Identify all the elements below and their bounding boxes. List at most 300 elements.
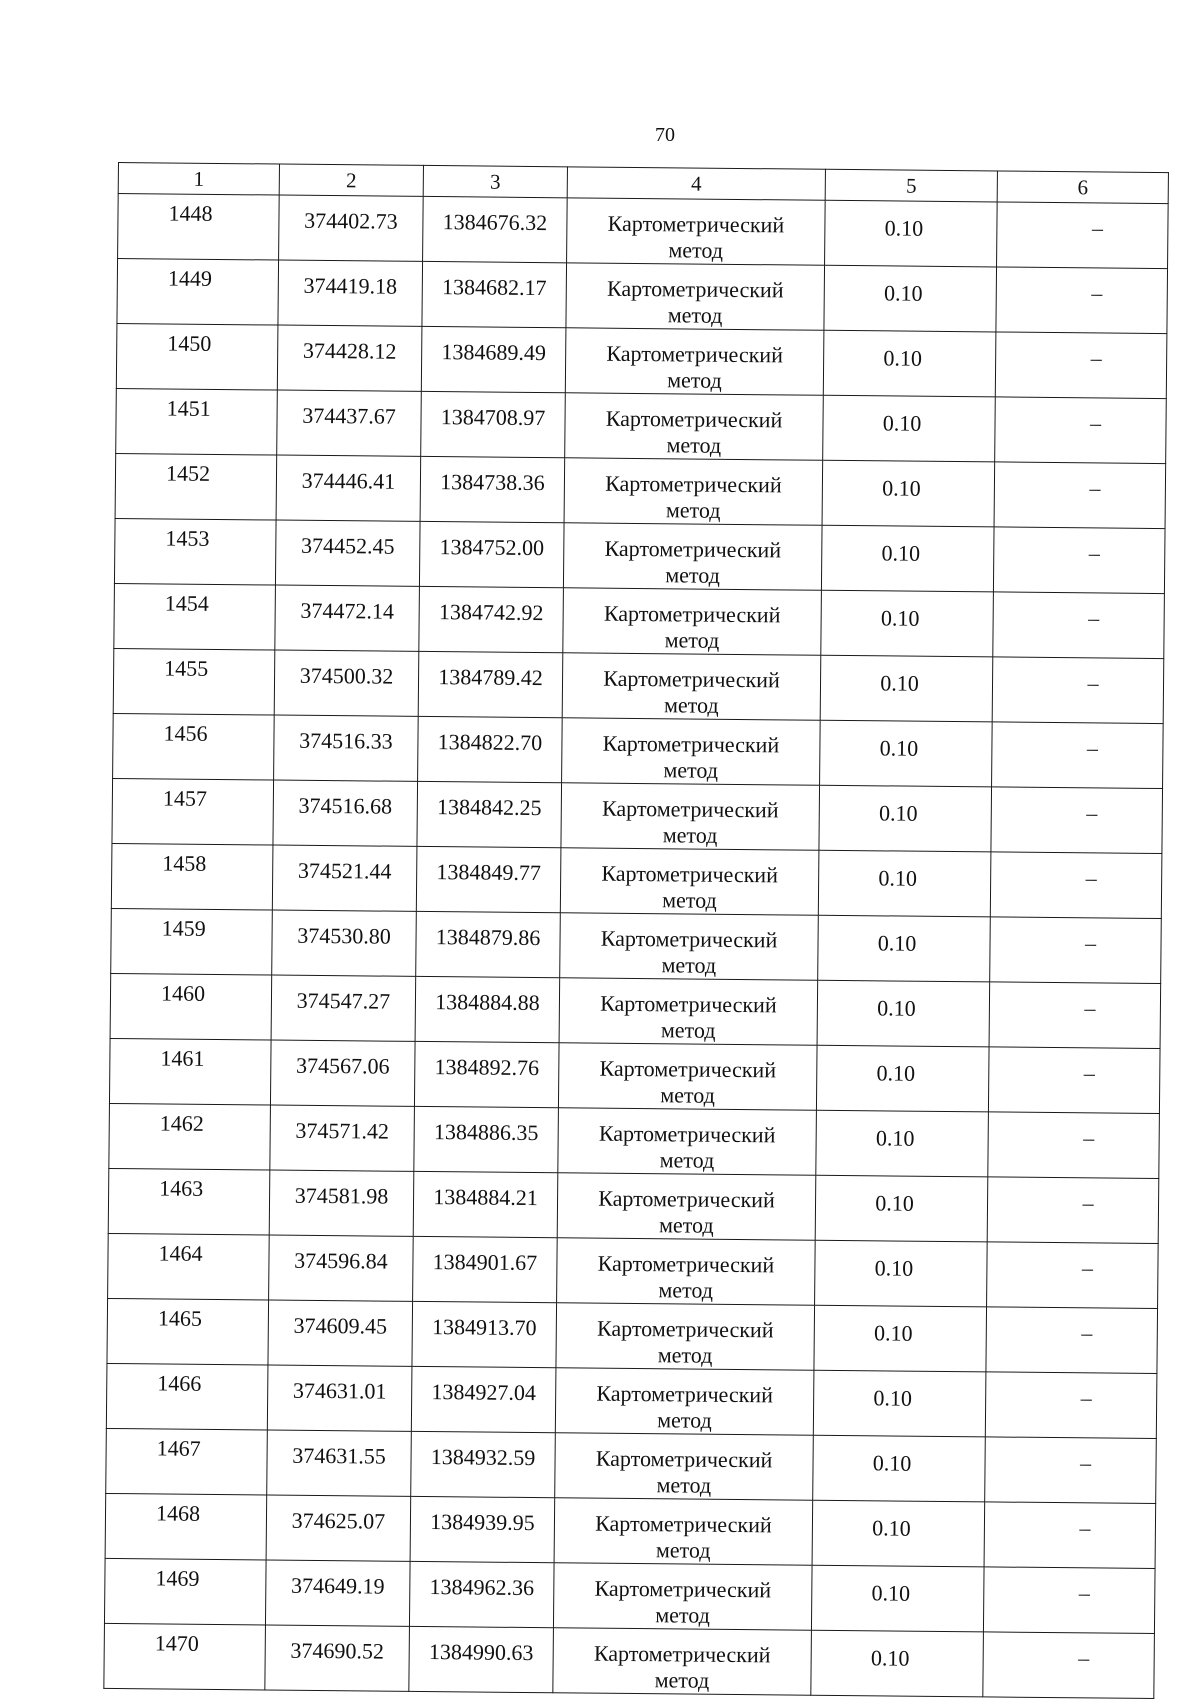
coordinate-x-cell	[267, 1365, 412, 1431]
accuracy-cell	[820, 655, 993, 722]
accuracy-value: 0.10	[883, 280, 923, 306]
coordinate-x-cell	[265, 1560, 410, 1626]
accuracy-value: 0.10	[871, 1580, 911, 1606]
note-dash: –	[1080, 1385, 1092, 1411]
table-row	[110, 973, 1161, 1048]
accuracy-value: 0.10	[872, 1515, 911, 1541]
table-body	[104, 163, 1169, 1699]
coordinate-x: 374631.01	[292, 1377, 387, 1404]
coordinate-y: 1384884.88	[435, 989, 540, 1016]
note-cell	[995, 397, 1167, 464]
accuracy-cell	[820, 720, 993, 787]
note-dash: –	[1091, 215, 1104, 241]
accuracy-cell	[818, 850, 991, 917]
point-number-cell	[104, 1558, 266, 1625]
point-number: 1454	[164, 590, 209, 616]
method-word: метод	[655, 1537, 711, 1563]
column-header: 5	[825, 169, 997, 202]
method-name: Картометрический	[599, 1055, 777, 1083]
note-dash: –	[1079, 1515, 1091, 1541]
accuracy-cell	[811, 1630, 984, 1697]
method-word: метод	[657, 1342, 713, 1368]
coordinate-y-cell	[416, 846, 561, 912]
point-number: 1452	[165, 460, 211, 486]
coordinate-y: 1384913.70	[431, 1314, 537, 1341]
note-dash: –	[1085, 865, 1097, 891]
point-number: 1467	[156, 1435, 201, 1461]
note-cell	[996, 267, 1168, 334]
note-cell	[992, 722, 1164, 789]
coordinate-y: 1384892.76	[434, 1054, 540, 1081]
point-number-cell	[108, 1168, 270, 1235]
method-cell	[558, 1108, 817, 1175]
coordinate-y-cell	[409, 1561, 554, 1627]
coordinate-x: 374419.18	[303, 272, 398, 299]
coordinate-x: 374530.80	[297, 922, 391, 949]
note-dash: –	[1086, 800, 1098, 826]
method-word: метод	[667, 367, 722, 393]
method-word: метод	[667, 302, 723, 328]
method-name: Картометрический	[603, 665, 780, 693]
accuracy-cell	[821, 590, 994, 657]
note-cell	[997, 202, 1169, 269]
note-cell	[987, 1177, 1159, 1244]
point-number-cell	[109, 1038, 271, 1105]
accuracy-cell	[815, 1175, 988, 1242]
table-row	[112, 778, 1163, 853]
note-dash: –	[1081, 1320, 1093, 1346]
table-row	[109, 1103, 1160, 1178]
coordinate-x: 374609.45	[293, 1312, 388, 1339]
table-row	[114, 518, 1165, 593]
method-name: Картометрический	[602, 730, 780, 758]
coordinates-table	[103, 162, 1169, 1699]
coordinate-x-cell	[277, 325, 422, 391]
method-word: метод	[664, 627, 720, 653]
coordinate-y-cell	[411, 1431, 556, 1497]
coordinate-y: 1384879.86	[435, 924, 541, 951]
method-word: метод	[666, 432, 722, 458]
accuracy-value: 0.10	[882, 410, 922, 436]
coordinate-x: 374596.84	[294, 1247, 388, 1274]
accuracy-cell	[816, 1110, 989, 1177]
table-row	[114, 583, 1165, 658]
point-number-cell	[104, 1623, 266, 1690]
coordinate-y: 1384742.92	[438, 599, 544, 626]
page-number: 70	[655, 124, 675, 146]
point-number: 1466	[157, 1370, 202, 1396]
method-cell	[560, 913, 819, 980]
table-row	[116, 323, 1167, 398]
coordinate-x: 374472.14	[300, 597, 395, 624]
table-row	[118, 194, 1169, 269]
note-cell	[987, 1242, 1159, 1309]
method-name: Картометрический	[597, 1250, 775, 1278]
point-number-cell	[105, 1493, 267, 1560]
coordinate-x-cell	[279, 195, 424, 261]
point-number-cell	[118, 194, 280, 261]
coordinate-x-cell	[269, 1170, 414, 1236]
method-name: Картометрический	[606, 340, 784, 368]
note-cell	[983, 1567, 1155, 1634]
coordinate-y: 1384849.77	[436, 859, 542, 886]
coordinate-x: 374581.98	[294, 1182, 389, 1209]
method-name: Картометрический	[606, 275, 784, 303]
column-header: 1	[118, 163, 279, 196]
accuracy-value: 0.10	[873, 1320, 913, 1346]
coordinate-y-cell	[414, 1041, 559, 1107]
note-dash: –	[1078, 1645, 1090, 1671]
method-cell	[561, 783, 820, 850]
coordinate-y-cell	[417, 781, 562, 847]
point-number-cell	[111, 843, 273, 910]
column-header: 3	[423, 165, 567, 197]
accuracy-value: 0.10	[875, 1190, 914, 1216]
coordinate-y: 1384682.17	[441, 274, 547, 301]
point-number: 1462	[159, 1110, 204, 1136]
point-number-cell	[111, 908, 273, 975]
method-cell	[566, 263, 825, 330]
coordinate-y-cell	[418, 716, 563, 782]
column-header: 6	[997, 171, 1168, 204]
accuracy-cell	[813, 1435, 986, 1502]
coordinate-y-cell	[422, 261, 567, 327]
point-number: 1469	[155, 1565, 200, 1591]
method-cell	[562, 718, 821, 785]
coordinate-y-cell	[411, 1366, 556, 1432]
accuracy-value: 0.10	[878, 865, 918, 891]
note-cell	[988, 1047, 1160, 1114]
method-cell	[559, 978, 818, 1045]
coordinate-y-cell	[414, 1106, 559, 1172]
point-number: 1458	[162, 850, 207, 876]
accuracy-value: 0.10	[879, 735, 919, 761]
coordinate-x: 374649.19	[290, 1572, 385, 1599]
accuracy-cell	[823, 330, 996, 397]
point-number-cell	[108, 1233, 270, 1300]
method-word: метод	[668, 237, 724, 263]
coordinate-x-cell	[277, 390, 422, 456]
coordinate-y: 1384927.04	[431, 1379, 537, 1406]
note-cell	[985, 1437, 1157, 1504]
coordinate-y: 1384939.95	[430, 1509, 535, 1536]
method-name: Картометрический	[596, 1315, 774, 1343]
method-word: метод	[663, 692, 719, 718]
point-number: 1459	[161, 915, 206, 941]
point-number: 1449	[167, 265, 213, 291]
accuracy-value: 0.10	[877, 930, 917, 956]
point-number-cell	[113, 648, 275, 715]
note-dash: –	[1084, 995, 1096, 1021]
method-cell	[563, 523, 822, 590]
point-number-cell	[114, 518, 276, 585]
coordinate-y: 1384884.21	[433, 1184, 538, 1211]
coordinate-y: 1384822.70	[437, 729, 543, 756]
accuracy-cell	[821, 525, 994, 592]
method-name: Картометрический	[595, 1445, 773, 1473]
coordinate-x-cell	[275, 520, 420, 586]
accuracy-value: 0.10	[882, 475, 921, 501]
accuracy-value: 0.10	[877, 995, 916, 1021]
coordinate-x-cell	[268, 1300, 413, 1366]
coordinate-y-cell	[409, 1626, 554, 1692]
method-name: Картометрический	[601, 860, 779, 888]
coordinate-x: 374567.06	[295, 1052, 390, 1079]
accuracy-cell	[823, 395, 996, 462]
note-dash: –	[1090, 345, 1102, 371]
method-name: Картометрический	[604, 535, 782, 563]
method-cell	[555, 1368, 814, 1435]
accuracy-cell	[813, 1370, 986, 1437]
coordinate-x-cell	[273, 780, 418, 846]
method-name: Картометрический	[603, 600, 781, 628]
table-row	[104, 1558, 1155, 1633]
coordinate-y: 1384990.63	[428, 1639, 534, 1666]
note-dash: –	[1088, 605, 1100, 631]
coordinate-x-cell	[276, 455, 421, 521]
note-cell	[989, 982, 1161, 1049]
method-word: метод	[659, 1147, 715, 1173]
accuracy-value: 0.10	[878, 800, 918, 826]
method-name: Картометрический	[598, 1120, 776, 1148]
note-dash: –	[1088, 540, 1100, 566]
coordinate-x-cell	[274, 715, 419, 781]
accuracy-cell	[811, 1565, 984, 1632]
table-row	[113, 713, 1164, 788]
method-name: Картометрический	[598, 1185, 775, 1213]
note-cell	[983, 1632, 1155, 1699]
coordinate-y-cell	[423, 196, 568, 262]
note-cell	[991, 787, 1163, 854]
accuracy-cell	[817, 980, 990, 1047]
coordinate-x: 374452.45	[300, 532, 395, 559]
note-cell	[993, 592, 1165, 659]
coordinate-x-cell	[272, 845, 417, 911]
note-dash: –	[1079, 1450, 1092, 1476]
method-word: метод	[665, 562, 720, 588]
coordinate-y: 1384738.36	[440, 469, 545, 496]
accuracy-value: 0.10	[874, 1255, 914, 1281]
coordinate-y: 1384886.35	[433, 1119, 539, 1146]
table-row	[105, 1493, 1156, 1568]
table-row	[113, 648, 1164, 723]
method-name: Картометрический	[601, 795, 779, 823]
method-cell	[554, 1498, 813, 1565]
accuracy-value: 0.10	[880, 670, 919, 696]
table-row	[108, 1233, 1159, 1308]
coordinate-x: 374428.12	[302, 337, 397, 364]
accuracy-value: 0.10	[875, 1125, 915, 1151]
coordinate-x-cell	[274, 650, 419, 716]
coordinate-y-cell	[413, 1171, 558, 1237]
method-name: Картометрический	[595, 1510, 772, 1538]
point-number: 1460	[160, 980, 206, 1006]
coordinate-x-cell	[270, 1040, 415, 1106]
note-dash: –	[1084, 930, 1097, 956]
point-number-cell	[114, 583, 276, 650]
coordinate-y-cell	[419, 521, 564, 587]
table-row	[115, 453, 1166, 528]
coordinate-x: 374571.42	[295, 1117, 390, 1144]
accuracy-cell	[824, 265, 997, 332]
coordinate-y-cell	[420, 456, 565, 522]
method-cell	[558, 1043, 817, 1110]
coordinate-x: 374516.68	[298, 792, 393, 819]
method-word: метод	[665, 497, 721, 523]
method-cell	[555, 1433, 814, 1500]
point-number-cell	[116, 388, 278, 455]
coordinate-x: 374547.27	[296, 987, 391, 1014]
method-cell	[563, 588, 822, 655]
coordinate-x-cell	[270, 1105, 415, 1171]
coordinate-y: 1384901.67	[432, 1249, 538, 1276]
method-cell	[557, 1173, 816, 1240]
point-number-cell	[115, 453, 277, 520]
accuracy-value: 0.10	[873, 1385, 913, 1411]
coordinate-x-cell	[267, 1430, 412, 1496]
coordinate-x: 374446.41	[301, 467, 396, 494]
coordinate-x-cell	[272, 910, 417, 976]
coordinate-x-cell	[271, 975, 416, 1041]
coordinate-y-cell	[410, 1496, 555, 1562]
coordinate-y-cell	[421, 391, 566, 457]
point-number-cell	[110, 973, 272, 1040]
accuracy-cell	[814, 1305, 987, 1372]
method-word: метод	[663, 757, 719, 783]
point-number: 1450	[167, 330, 212, 356]
coordinate-x: 374625.07	[291, 1507, 386, 1534]
method-word: метод	[657, 1407, 712, 1433]
note-cell	[993, 527, 1165, 594]
method-cell	[562, 653, 821, 720]
coordinate-y: 1384676.32	[442, 209, 548, 236]
note-dash: –	[1078, 1580, 1090, 1606]
accuracy-value: 0.10	[883, 345, 923, 371]
method-cell	[553, 1628, 812, 1695]
coordinate-y-cell	[421, 326, 566, 392]
table-row	[106, 1363, 1157, 1438]
coordinate-y: 1384789.42	[438, 664, 543, 691]
coordinate-y: 1384962.36	[429, 1574, 535, 1601]
accuracy-cell	[819, 785, 992, 852]
column-header: 2	[279, 164, 423, 196]
table-row	[106, 1428, 1157, 1503]
method-name: Картометрический	[596, 1380, 774, 1408]
note-cell	[992, 657, 1164, 724]
coordinate-x: 374521.44	[297, 857, 392, 884]
note-cell	[988, 1112, 1160, 1179]
method-word: метод	[660, 1017, 716, 1043]
method-name: Картометрический	[600, 925, 778, 953]
accuracy-value: 0.10	[870, 1645, 910, 1671]
method-cell	[567, 198, 826, 265]
coordinate-y-cell	[416, 911, 561, 977]
method-name: Картометрический	[593, 1640, 771, 1668]
note-cell	[994, 462, 1166, 529]
method-word: метод	[656, 1472, 712, 1498]
point-number-cell	[109, 1103, 271, 1170]
point-number-cell	[106, 1428, 268, 1495]
point-number-cell	[112, 778, 274, 845]
accuracy-cell	[825, 200, 998, 267]
coordinate-x-cell	[265, 1625, 410, 1691]
coordinate-x-cell	[275, 585, 420, 651]
note-cell	[990, 917, 1162, 984]
accuracy-cell	[812, 1500, 985, 1567]
point-number: 1451	[166, 395, 211, 421]
coordinate-y-cell	[419, 586, 564, 652]
point-number: 1457	[162, 785, 208, 811]
point-number: 1453	[165, 525, 210, 551]
point-number: 1461	[160, 1045, 205, 1071]
note-dash: –	[1086, 735, 1099, 761]
table-row	[117, 259, 1168, 334]
point-number-cell	[106, 1363, 268, 1430]
column-header: 4	[567, 167, 825, 200]
note-cell	[990, 852, 1162, 919]
method-cell	[556, 1303, 815, 1370]
point-number: 1448	[168, 200, 213, 226]
point-number: 1455	[164, 655, 209, 681]
coordinate-y-cell	[412, 1301, 557, 1367]
accuracy-value: 0.10	[884, 215, 924, 241]
method-word: метод	[662, 887, 717, 913]
table-row	[107, 1298, 1158, 1373]
coordinate-x-cell	[278, 260, 423, 326]
coordinate-x: 374516.33	[299, 727, 393, 754]
accuracy-value: 0.10	[880, 605, 920, 631]
point-number-cell	[113, 713, 275, 780]
note-cell	[984, 1502, 1156, 1569]
coordinate-y: 1384689.49	[441, 339, 547, 366]
coordinate-x-cell	[269, 1235, 414, 1301]
method-word: метод	[658, 1277, 714, 1303]
point-number: 1464	[158, 1240, 203, 1266]
accuracy-cell	[818, 915, 991, 982]
method-cell	[560, 848, 819, 915]
method-cell	[557, 1238, 816, 1305]
note-cell	[986, 1307, 1158, 1374]
note-dash: –	[1083, 1060, 1095, 1086]
method-name: Картометрический	[607, 210, 785, 238]
coordinates-table-sheet	[103, 162, 1168, 1699]
coordinate-y-cell	[415, 976, 560, 1042]
coordinate-y: 1384752.00	[439, 534, 545, 561]
note-dash: –	[1087, 670, 1099, 696]
method-cell	[565, 393, 824, 460]
point-number: 1468	[155, 1500, 201, 1526]
note-cell	[985, 1372, 1157, 1439]
coordinate-y-cell	[413, 1236, 558, 1302]
method-cell	[565, 328, 824, 395]
accuracy-value: 0.10	[881, 540, 921, 566]
coordinate-x: 374402.73	[304, 207, 398, 234]
point-number: 1463	[159, 1175, 204, 1201]
point-number: 1456	[163, 720, 208, 746]
method-name: Картометрический	[605, 405, 783, 433]
accuracy-cell	[822, 460, 995, 527]
table-row	[109, 1038, 1160, 1113]
note-cell	[995, 332, 1167, 399]
accuracy-value: 0.10	[876, 1060, 916, 1086]
coordinate-y-cell	[418, 651, 563, 717]
method-name: Картометрический	[605, 470, 782, 498]
method-word: метод	[662, 822, 718, 848]
method-cell	[564, 458, 823, 525]
note-dash: –	[1089, 410, 1102, 436]
point-number: 1465	[157, 1305, 203, 1331]
coordinate-x: 374437.67	[302, 402, 396, 429]
